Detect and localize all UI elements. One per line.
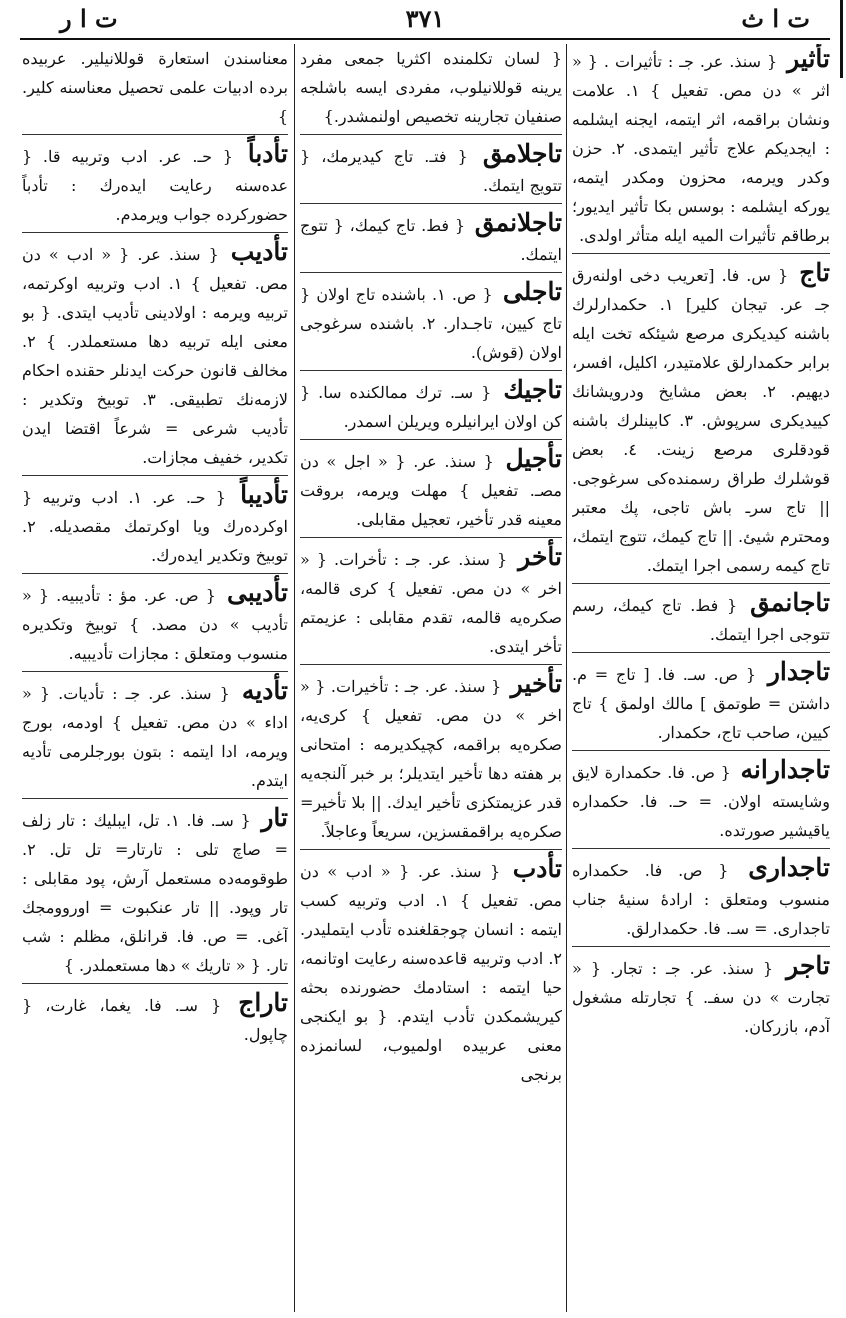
entry-separator <box>22 232 288 233</box>
entry-headword: تاجدارى <box>748 853 830 882</box>
entry-separator <box>300 849 562 850</box>
column-divider <box>294 44 295 1312</box>
entry-headword: تاج <box>799 258 830 287</box>
column-right <box>572 44 830 1312</box>
entry <box>22 676 288 795</box>
entry-separator <box>22 573 288 574</box>
entry-definition: { سـ. فا. يغما، غارت، { چاپول. <box>22 996 288 1044</box>
column-left <box>22 44 288 1312</box>
entry <box>22 578 288 668</box>
entry-definition: { لسان تكلمنده اكثريا جمعى مفرد يرينه قوللانيلوب، مفردى ايسه باشلجه صنفيان تجارينه تخصيص اولنمشدر.} <box>300 49 562 126</box>
entry-headword: تأديب <box>230 237 288 266</box>
entry-definition: { فتـ. تاج كيديرمك، { تتويج ايتمك. <box>300 147 562 195</box>
page-header <box>20 2 830 36</box>
entry <box>572 755 830 845</box>
entry <box>300 375 562 436</box>
entry-separator <box>572 583 830 584</box>
entry-separator <box>300 370 562 371</box>
entry-definition: { فط. تاج كيمك، رسم تتوجى اجرا ايتمك. <box>572 596 830 644</box>
entry-definition: { سـ. فا. ١. تل، ايبليك : تار زلف = صاچ تلى : تارتار= تل تل. ٢. طوقومه‌ده مستعمل آرش، پود مقابلى : تار وپود. || تار عنكبوت = اوروومجك آغى. = ص. فا. قرانلق، مظلم : شب تار. { « تاريك » دها مستعملدر. } <box>22 811 288 975</box>
entry-headword: تاجلانمق <box>474 208 562 237</box>
entry <box>300 542 562 661</box>
entry-headword: تاجلامق <box>482 139 562 168</box>
entry-headword: تأثير <box>787 44 830 73</box>
entry-definition: { ص. فا. حكمدارة لايق وشايسته اولان. = حـ. فا. حكمداره ياقيشير صورتده. <box>572 763 830 840</box>
entry <box>22 139 288 229</box>
entry-separator <box>300 439 562 440</box>
entry-separator <box>300 203 562 204</box>
entry-headword: تأخير <box>510 669 562 698</box>
header-rule <box>20 38 830 40</box>
entry <box>572 258 830 580</box>
entry-headword: تأديه <box>241 676 288 705</box>
entry-definition: { حـ. عر. ١. ادب وتربيه { اوكرده‌رك ويا اوكرتمك مقصديله. ٢. توبيخ وتكدير ايده‌رك. <box>22 488 288 565</box>
edge-mark <box>840 0 843 78</box>
entry <box>22 480 288 570</box>
entry-definition: { فط. تاج كيمك، { تتوج ايتمك. <box>300 216 562 264</box>
entry-separator <box>300 272 562 273</box>
entry-definition: { سـ. ترك ممالكنده سا. { كن اولان ايرانيلره ويريلن اسمدر. <box>300 383 562 431</box>
entry-headword: تاجانمق <box>750 588 830 617</box>
entry-definition: { سنذ. عر. جـ : تأثيرات . { « اثر » دن مص. تفعيل } ١. علامت ونشان براقمه، اثر ايتمه، ايجنه ايشلمه : ايجديكم علاج تأثير ايتمدى. ٢. حزن وكدر ويرمه، محزون ومكدر ايتمه، يوركه ايشلمه : بوسس بكا تأثير ايديور؛ برطاقم تأثيرات الميه ايله متأثر اولدى. <box>572 52 830 245</box>
entry-headword: تأديباً <box>240 480 288 509</box>
entry-separator <box>22 134 288 135</box>
entry-headword: تاجيك <box>503 375 562 404</box>
entry-definition: { سنذ. عر. { « اجل » دن مصـ. تفعيل } مهلت ويرمه، بروقت معينه قدر تأخير، تعجيل مقابلى. <box>300 452 562 529</box>
page-number: ٣٧١ <box>405 4 445 33</box>
entry-definition: { س. فا. [تعريب دخى اولنه‌رق جـ عر. تيجان كلير] ١. حكمدارلرك باشنه كيديكرى مرصع شيئكه تخت ايله برابر حكمدارلق علامتيدر، اكليل، افسر، ديهيم. ٢. بعض مشايخ ودرويشانك كييديكرى سرپوش. ٣. كابينلرك باشنه قودقلرى مرصع زينت. ٤. بعض قوشلرك طراق رسمنده‌كى سرغوجى. || تاج سرـ باش تاجى، پك معتبر ومحترم شيئ. || تاج كيمك، تتوج ايتمك، تاج كيمه رسمى اجرا ايتمك. <box>572 266 830 575</box>
entry <box>572 588 830 649</box>
entry-separator <box>572 750 830 751</box>
entry <box>22 237 288 472</box>
entry-headword: تأجيل <box>505 444 562 473</box>
entry-separator <box>572 946 830 947</box>
entry-separator <box>300 664 562 665</box>
entry <box>300 208 562 269</box>
entry-definition: { حـ. عر. ادب وتربيه قا. { عده‌سنه رعايت ايده‌رك : تأدباً حضوركرده جواب ويرمدم. <box>22 147 288 224</box>
entry <box>300 139 562 200</box>
entry-headword: تأخر <box>518 542 562 571</box>
entry-headword: تاجدار <box>767 657 830 686</box>
entry <box>300 854 562 1089</box>
entry-headword: تأدباً <box>247 139 288 168</box>
entry <box>22 803 288 980</box>
entry-separator <box>300 537 562 538</box>
column-divider <box>566 44 567 1312</box>
entry-separator <box>22 983 288 984</box>
entry-headword: تأديبى <box>226 578 288 607</box>
entry-definition: { سنذ. عر. { « ادب » دن مص. تفعيل } ١. ادب وتربيه كسب ايتمه : انسان چوجقلغنده تأدب ايتمليدر. ٢. ادب وتربيه قاعده‌سنه رعايت اوتانمه، حيا ايتمه : استادمك حضورنده بحثه كيريشمكدن تأدب ايتدم. { بو ايكنجى معنى عربيده اولميوب، لسانمزده برنجى <box>300 862 562 1084</box>
entry-headword: تاراج <box>238 988 288 1017</box>
entry-headword: تاجلى <box>502 277 562 306</box>
entry <box>300 444 562 534</box>
entry-separator <box>572 253 830 254</box>
entry <box>572 44 830 250</box>
entry-definition: { سنذ. عر. { « ادب » دن مص. تفعيل } ١. ادب وتربيه اوكرتمه، تربيه ويرمه : اولادينى تأديب ايتدى. { بو معنى ايله تربيه دها مستعملدر. } ٢. مخالف قانون حركت ايدنلر حقنده احكام لازمه‌نك تطبيقى. ٣. توبيخ وتكدير : تأديب شرعى = شرعاً اقتضا ايدن تكدير، خفيف مجازات. <box>22 245 288 467</box>
entry-definition: { سنذ. عر. جـ : تأخرات. { « اخر » دن مص. تفعيل } كرى قالمه، صكره‌يه قالمه، تقدم مقابلى : عزيمتم تأخر ايتدى. <box>300 550 562 656</box>
entry-definition: { سنذ. عر. جـ : تأخيرات. { « اخر » دن مص. تفعيل } كرى‌يه، صكره‌يه براقمه، كچيكديرمه : امتحانى بر هفته دها تأخير ايتديلر؛ بر خبر آلنجه‌يه قدر عزيمتكزى تأخير ايدك. || بلا تأخير= صكره‌يه براقمقسزين، سريعاً وعاجلاً. <box>300 677 562 841</box>
entry-separator <box>300 134 562 135</box>
entry-definition: { سنذ. عر. جـ : تجار. { « تجارت » دن سفـ. } تجارتله مشغول آدم، بازركان. <box>572 959 830 1036</box>
entry <box>572 951 830 1041</box>
entry-continuation <box>300 44 562 131</box>
header-left-guide-word: ت ا ر <box>60 4 118 33</box>
entry-continuation <box>22 44 288 131</box>
entry <box>572 853 830 943</box>
column-middle <box>300 44 562 1312</box>
entry-headword: تاجدارانه <box>740 755 830 784</box>
entry-definition: { ص. فا. حكمداره منسوب ومتعلق : ارادهٔ سنيهٔ جناب تاجدارى. = سـ. فا. حكمدارلق. <box>572 861 830 938</box>
entry-definition: { ص. سـ. فا. [ تاج = م. داشتن = طوتمق ] مالك اولمق } تاج كيين، صاحب تاج، حكمدار. <box>572 665 830 742</box>
entry <box>22 988 288 1049</box>
entry-definition: { سنذ. عر. جـ : تأديات. { « اداء » دن مص. تفعيل } اودمه، بورج ويرمه، ادا ايتمه : بتون بورجلرمى تأديه ايتدم. <box>22 684 288 790</box>
entry-separator <box>572 848 830 849</box>
entry-separator <box>572 652 830 653</box>
entry-separator <box>22 671 288 672</box>
entry-definition: { ص. ١. باشنده تاج اولان { تاج كيين، تاجـدار. ٢. باشنده سرغوجى اولان (قوش). <box>300 285 562 362</box>
entry-headword: تاجر <box>786 951 830 980</box>
entry-separator <box>22 798 288 799</box>
entry-headword: تأدب <box>512 854 562 883</box>
entry-separator <box>22 475 288 476</box>
entry-definition: { ص. عر. مؤ : تأديبيه. { « تأديب » دن مصد. } توبيخ وتكديره منسوب ومتعلق : مجازات تأديبيه. <box>22 586 288 663</box>
entry <box>572 657 830 747</box>
entry-definition: معناسندن استعارة قوللانيلير. عربيده برده ادبيات علمى تحصيل معناسنه كلير. } <box>22 49 288 126</box>
header-right-guide-word: ت ا ث <box>741 4 810 33</box>
entry <box>300 669 562 846</box>
entry-headword: تار <box>261 803 288 832</box>
entry <box>300 277 562 367</box>
